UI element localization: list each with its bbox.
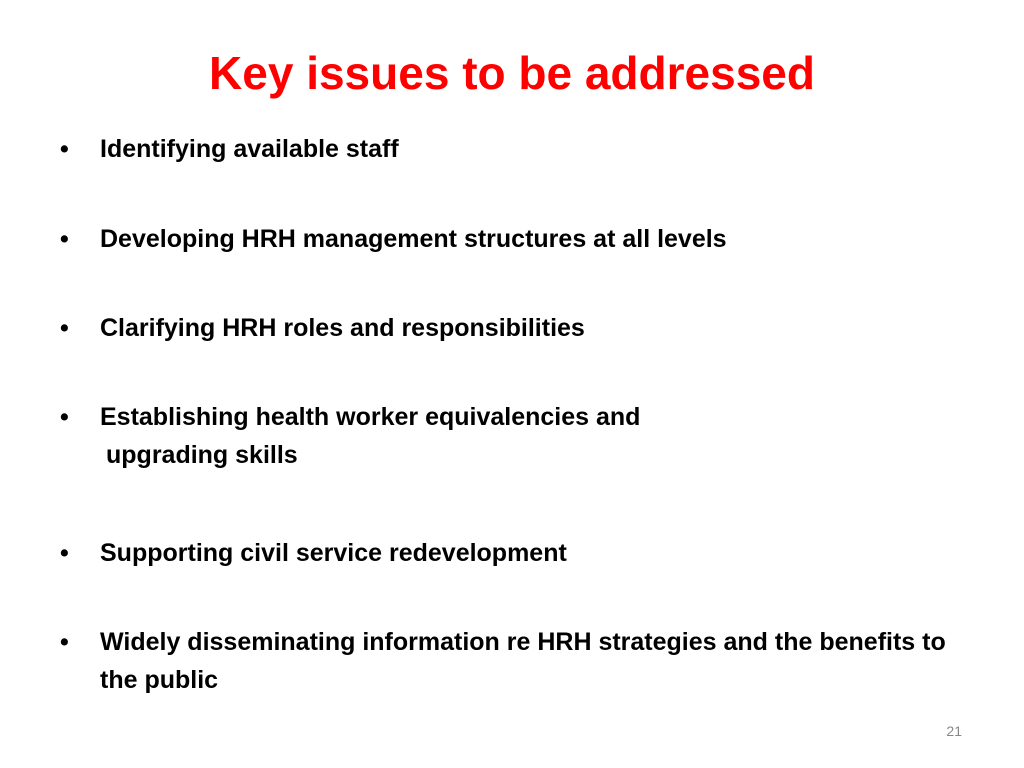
- list-item: [60, 623, 980, 699]
- bullet-continuation-text: upgrading skills: [106, 441, 298, 469]
- list-item: [60, 220, 980, 258]
- bullet-icon: •: [60, 314, 69, 342]
- slide-title: Key issues to be addressed: [209, 47, 815, 99]
- bullet-text: Establishing health worker equivalencies and: [100, 403, 641, 431]
- bullet-icon: •: [60, 539, 69, 567]
- list-item: [60, 309, 980, 347]
- bullet-text-block: [100, 398, 980, 474]
- list-item: [60, 130, 980, 168]
- bullet-text: Widely disseminating information re HRH strategies and the benefits to the public: [100, 628, 946, 694]
- bullet-text: Clarifying HRH roles and responsibilities: [100, 314, 585, 342]
- bullet-icon: •: [60, 403, 69, 431]
- bullet-icon: •: [60, 628, 69, 656]
- list-item: [60, 534, 980, 572]
- bullet-text: Developing HRH management structures at all levels: [100, 225, 727, 253]
- bullet-icon: •: [60, 135, 69, 163]
- bullet-text: Supporting civil service redevelopment: [100, 539, 567, 567]
- bullet-text: Identifying available staff: [100, 135, 399, 163]
- list-item: [60, 398, 980, 474]
- slide-number: 21: [946, 723, 962, 739]
- bullet-icon: •: [60, 225, 69, 253]
